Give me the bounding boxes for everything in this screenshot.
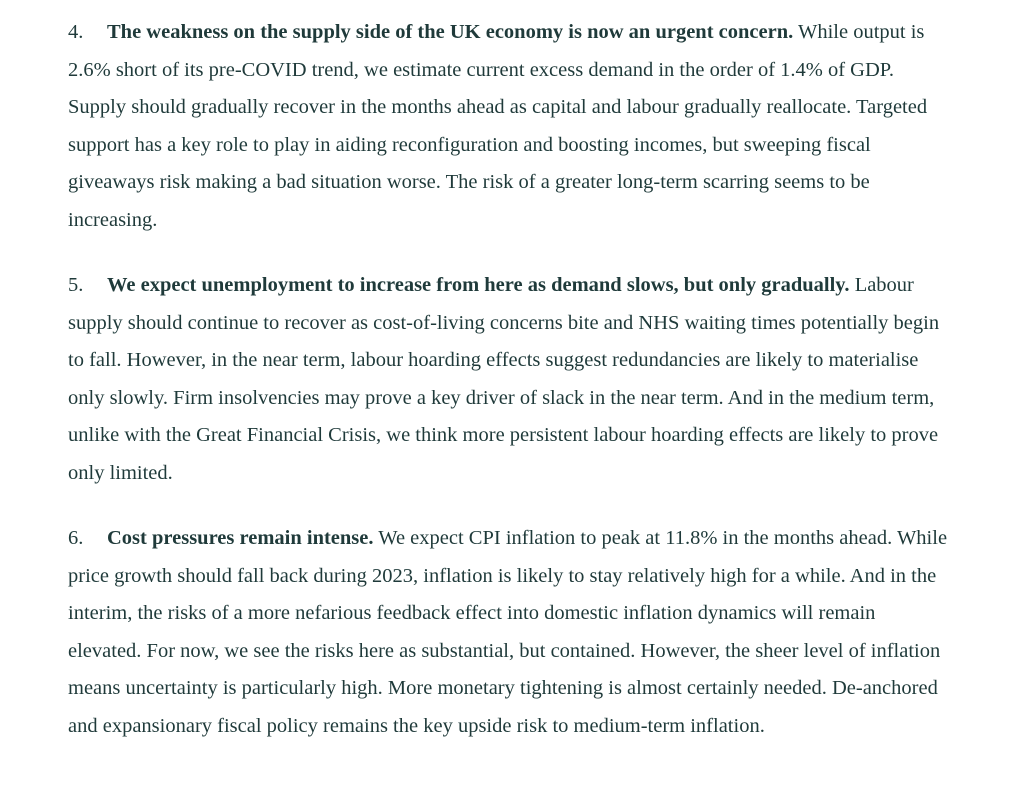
paragraph-lead: The weakness on the supply side of the UK economy is now an urgent concern. bbox=[107, 21, 794, 43]
paragraph-body: While output is 2.6% short of its pre-COVID trend, we estimate current excess demand in the order of 1.4% of GDP. Supply should gradually recover in the months ahead as capital and labour gradually reallocate. Targeted support has a key role to play in aiding reconfiguration and boosting incomes, but sweeping fiscal giveaways risk making a bad situation worse. The risk of a greater long-term scarring seems to be increasing. bbox=[68, 21, 928, 231]
paragraph-lead: We expect unemployment to increase from here as demand slows, but only gradually. bbox=[107, 274, 850, 296]
paragraph-body: Labour supply should continue to recover as cost-of-living concerns bite and NHS waiting times potentially begin to fall. However, in the near term, labour hoarding effects suggest redundancies are likely to materialise only slowly. Firm insolvencies may prove a key driver of slack in the near term. And in the medium term, unlike with the Great Financial Crisis, we think more persistent labour hoarding effects are likely to prove only limited. bbox=[68, 274, 940, 484]
paragraph-number: 6. bbox=[68, 527, 84, 549]
paragraph-number: 5. bbox=[68, 274, 84, 296]
document-body bbox=[68, 14, 948, 745]
paragraph-5 bbox=[68, 267, 948, 492]
paragraph-lead: Cost pressures remain intense. bbox=[107, 527, 374, 549]
paragraph-4 bbox=[68, 14, 948, 239]
paragraph-body: We expect CPI inflation to peak at 11.8% in the months ahead. While price growth should fall back during 2023, inflation is likely to stay relatively high for a while. And in the interim, the risks of a more nefarious feedback effect into domestic inflation dynamics will remain elevated. For now, we see the risks here as substantial, but contained. However, the sheer level of inflation means uncertainty is particularly high. More monetary tightening is almost certainly needed. De-anchored and expansionary fiscal policy remains the key upside risk to medium-term inflation. bbox=[68, 527, 948, 737]
paragraph-6 bbox=[68, 520, 948, 745]
paragraph-number: 4. bbox=[68, 21, 84, 43]
